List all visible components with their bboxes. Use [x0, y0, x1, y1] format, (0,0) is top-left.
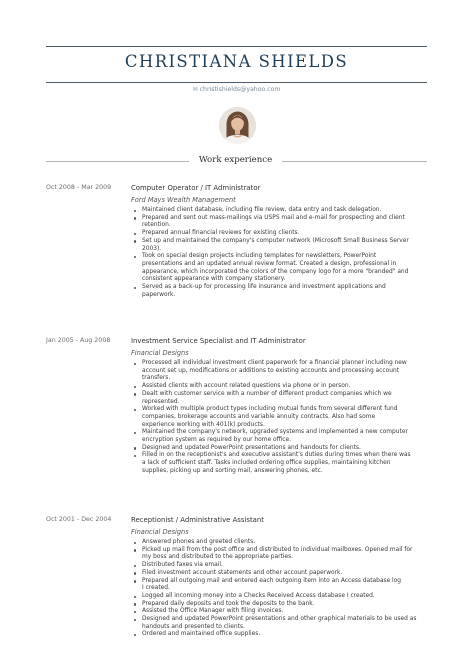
list-item — [131, 360, 431, 383]
list-item — [131, 608, 431, 616]
list-item — [131, 215, 431, 230]
list-item — [131, 429, 431, 444]
list-item — [131, 230, 431, 238]
candidate-name: CHRISTIANA SHIELDS — [124, 52, 349, 71]
duty-text-line: Set up and maintained the company's computer network (Microsoft Small Business Server — [142, 237, 409, 244]
header-top-rule — [46, 46, 427, 47]
list-item — [131, 284, 431, 299]
envelope-icon: ✉ — [192, 86, 198, 93]
duty-text-line: represented. — [142, 398, 180, 405]
duty-text-line: appearance, which incorporated the colors of the company logo for a more "branded" and — [142, 268, 409, 275]
list-item — [131, 578, 431, 593]
job-duties-list — [131, 360, 431, 476]
duty-text-line: presentations and an updated annual review format. Created a design, professional in — [142, 260, 397, 267]
list-item — [131, 406, 431, 429]
list-item — [131, 238, 431, 253]
duty-text-line: Distributed faxes via email. — [142, 562, 223, 569]
job-details — [131, 516, 431, 639]
job-title: Investment Service Specialist and IT Administrator — [131, 337, 306, 345]
job-duties-list — [131, 539, 431, 639]
list-item — [131, 570, 431, 578]
avatar — [219, 107, 256, 144]
list-item — [131, 593, 431, 601]
list-item — [131, 253, 431, 284]
duty-text-line: Maintained the company's network, upgraded systems and implemented a new computer — [142, 429, 408, 436]
duty-text-line: Prepared and sent out mass-mailings via USPS mail and e-mail for prospecting and client — [142, 214, 405, 221]
email-address[interactable]: christishields@yahoo.com — [199, 86, 281, 93]
duty-text-line: Maintained client database, including file review, data entry and task delegation. — [142, 207, 382, 213]
job-dates: Jan 2005 - Aug 2008 — [46, 337, 111, 344]
duty-text-line: Prepared all outgoing mail and entered each outgoing item into an Access database log — [142, 577, 402, 584]
duty-text-line: my boss and distributed to the appropriate parties. — [142, 554, 294, 561]
duty-text-line: Designed and updated PowerPoint presentations and other graphical materials to be used as — [142, 616, 417, 623]
duty-text-line: Answered phones and greeted clients. — [142, 539, 256, 545]
section-divider-left — [46, 161, 189, 162]
duty-text-line: Took on special design projects including templates for newsletters, PowerPoint — [142, 253, 377, 260]
duty-text-line: supplies, picking up and sorting mail, answering phones, etc. — [142, 467, 323, 474]
job-details — [131, 184, 431, 299]
job-company: Financial Designs — [131, 528, 189, 536]
duty-text-line: retention. — [142, 222, 171, 229]
list-item — [131, 207, 431, 215]
duty-text-line: Worked with multiple product types including mutual funds from several different fund — [142, 406, 398, 413]
job-details — [131, 337, 431, 476]
contact-row — [46, 86, 427, 93]
duty-text-line: Ordered and maintained office supplies. — [142, 631, 261, 638]
list-item — [131, 539, 431, 547]
list-item — [131, 631, 431, 639]
duty-text-line: Picked up mail from the post office and distributed to individual mailboxes. Opened mail for — [142, 546, 413, 553]
duty-text-line: a lack of sufficient staff. Tasks included ordering office supplies, maintaining kitchen — [142, 460, 391, 467]
duty-text-line: Prepared daily deposits and took the deposits to the bank. — [142, 600, 315, 607]
duty-text-line: Processed all individual investment client paperwork for a financial planner including new — [142, 360, 407, 366]
list-item — [131, 616, 431, 631]
job-title: Computer Operator / IT Administrator — [131, 184, 261, 192]
duty-text-line: I created. — [142, 585, 170, 592]
job-title: Receptionist / Administrative Assistant — [131, 516, 264, 524]
duty-text-line: 2003). — [142, 245, 162, 252]
section-title: Work experience — [198, 155, 273, 165]
list-item — [131, 562, 431, 570]
duty-text-line: Designed and updated PowerPoint presentations and handouts for clients. — [142, 444, 361, 451]
work-experience-header — [46, 155, 427, 167]
job-company: Financial Designs — [131, 349, 189, 357]
job-duties-list — [131, 207, 431, 299]
duty-text-line: experience working with 401(k) products. — [142, 421, 265, 428]
profile-photo — [219, 107, 256, 144]
duty-text-line: Logged all incoming money into a Checks Received Access database I created. — [142, 592, 375, 599]
duty-text-line: encryption system as required by our home office. — [142, 437, 292, 444]
list-item — [131, 452, 431, 475]
job-dates: Oct 2001 - Dec 2004 — [46, 516, 112, 523]
list-item — [131, 547, 431, 562]
duty-text-line: Prepared annual financial reviews for existing clients. — [142, 230, 300, 237]
list-item — [131, 391, 431, 406]
duty-text-line: Dealt with customer service with a number of different product companies which we — [142, 390, 392, 397]
job-dates: Oct 2008 - Mar 2009 — [46, 184, 112, 191]
duty-text-line: consistent appearance with company stationery. — [142, 276, 286, 283]
list-item — [131, 445, 431, 453]
duty-text-line: handouts and presented to clients. — [142, 623, 245, 630]
duty-text-line: Filled in on the receptionist's and executive assistant's duties during times when there was — [142, 452, 411, 459]
duty-text-line: Filed investment account statements and other account paperwork. — [142, 569, 343, 576]
duty-text-line: paperwork. — [142, 291, 176, 298]
list-item — [131, 383, 431, 391]
duty-text-line: companies, brokerage accounts and variable annuity contracts. Also had some — [142, 413, 376, 420]
job-company: Ford Mays Wealth Management — [131, 196, 236, 204]
duty-text-line: Served as a back-up for processing life insurance and investment applications and — [142, 284, 386, 291]
duty-text-line: Assisted the Office Manager with filing invoices. — [142, 608, 284, 615]
list-item — [131, 601, 431, 609]
duty-text-line: transfers. — [142, 375, 171, 382]
duty-text-line: Assisted clients with account related questions via phone or in person. — [142, 383, 351, 390]
duty-text-line: account set up, modifications or additions to existing accounts and processing account — [142, 367, 400, 374]
section-divider-right — [282, 161, 427, 162]
header-bottom-rule — [46, 82, 427, 83]
